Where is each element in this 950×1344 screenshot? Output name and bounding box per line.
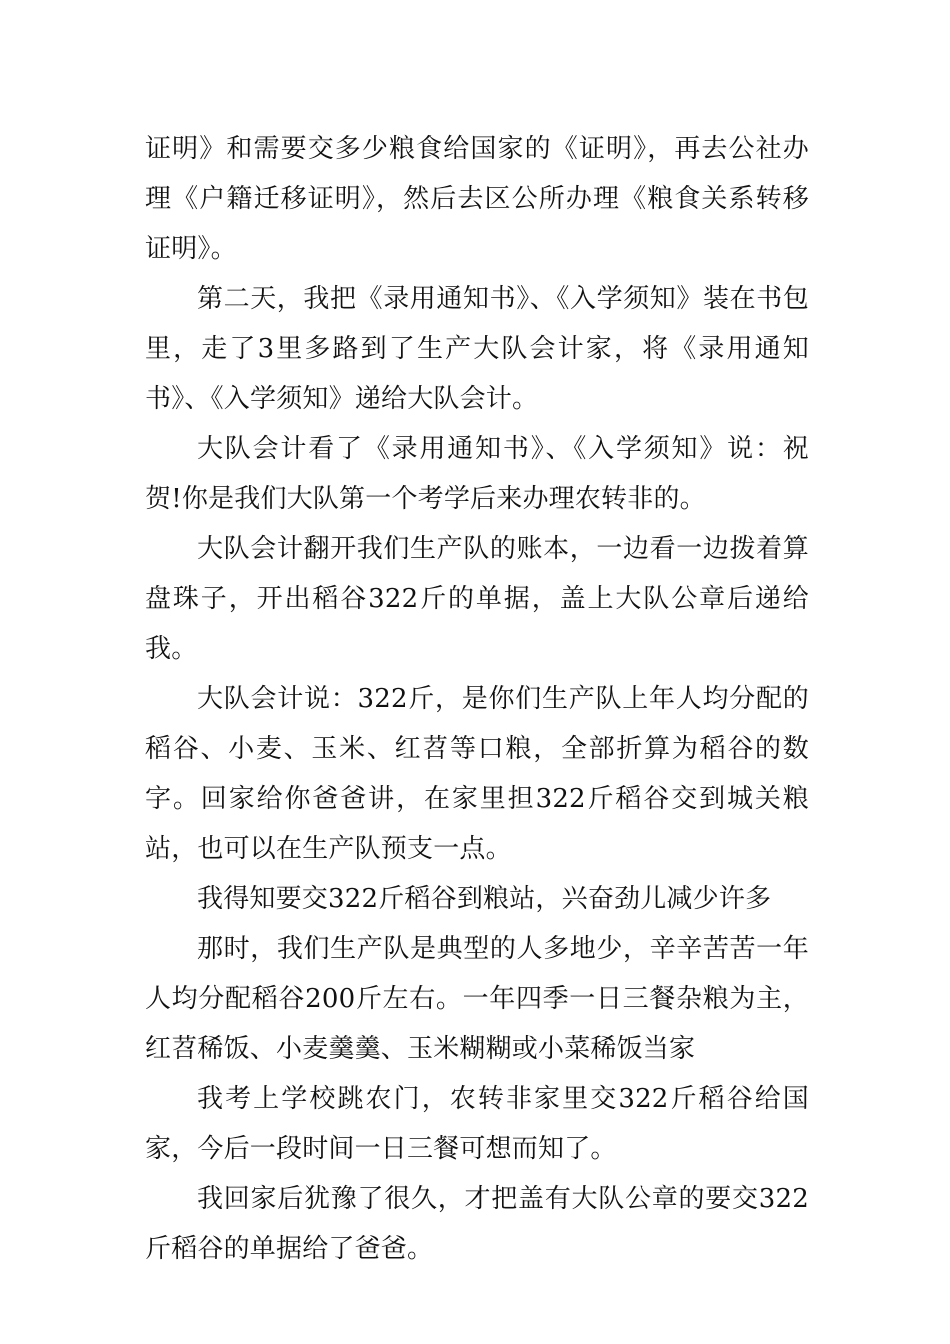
paragraph-9: 我回家后犹豫了很久，才把盖有大队公章的要交322斤稻谷的单据给了爸爸。 <box>145 1184 809 1264</box>
paragraph-6: 我得知要交322斤稻谷到粮站，兴奋劲儿减少许多 <box>197 884 772 914</box>
paragraph-5: 大队会计说：322斤，是你们生产队上年人均分配的稻谷、小麦、玉米、红苕等口粮，全部折算为稻谷的数字。回家给你爸爸讲，在家里担322斤稻谷交到城关粮站，也可以在生产队预支一点。 <box>145 684 809 864</box>
paragraph-3: 大队会计看了《录用通知书》、《入学须知》说：祝贺!你是我们大队第一个考学后来办理农转非的。 <box>145 434 809 514</box>
paragraph-7: 那时，我们生产队是典型的人多地少，辛辛苦苦一年人均分配稻谷200斤左右。一年四季一日三餐杂粮为主，红苕稀饭、小麦羹羹、玉米糊糊或小菜稀饭当家 <box>145 934 809 1064</box>
paragraph-8: 我考上学校跳农门，农转非家里交322斤稻谷给国家，今后一段时间一日三餐可想而知了。 <box>145 1084 809 1164</box>
document-body <box>145 124 809 1274</box>
paragraph-1: 证明》和需要交多少粮食给国家的《证明》，再去公社办理《户籍迁移证明》，然后去区公所办理《粮食关系转移证明》。 <box>145 134 809 264</box>
paragraph-2: 第二天，我把《录用通知书》、《入学须知》装在书包里，走了3里多路到了生产大队会计家，将《录用通知书》、《入学须知》递给大队会计。 <box>145 284 809 414</box>
paragraph-4: 大队会计翻开我们生产队的账本，一边看一边拨着算盘珠子，开出稻谷322斤的单据，盖上大队公章后递给我。 <box>145 534 809 664</box>
